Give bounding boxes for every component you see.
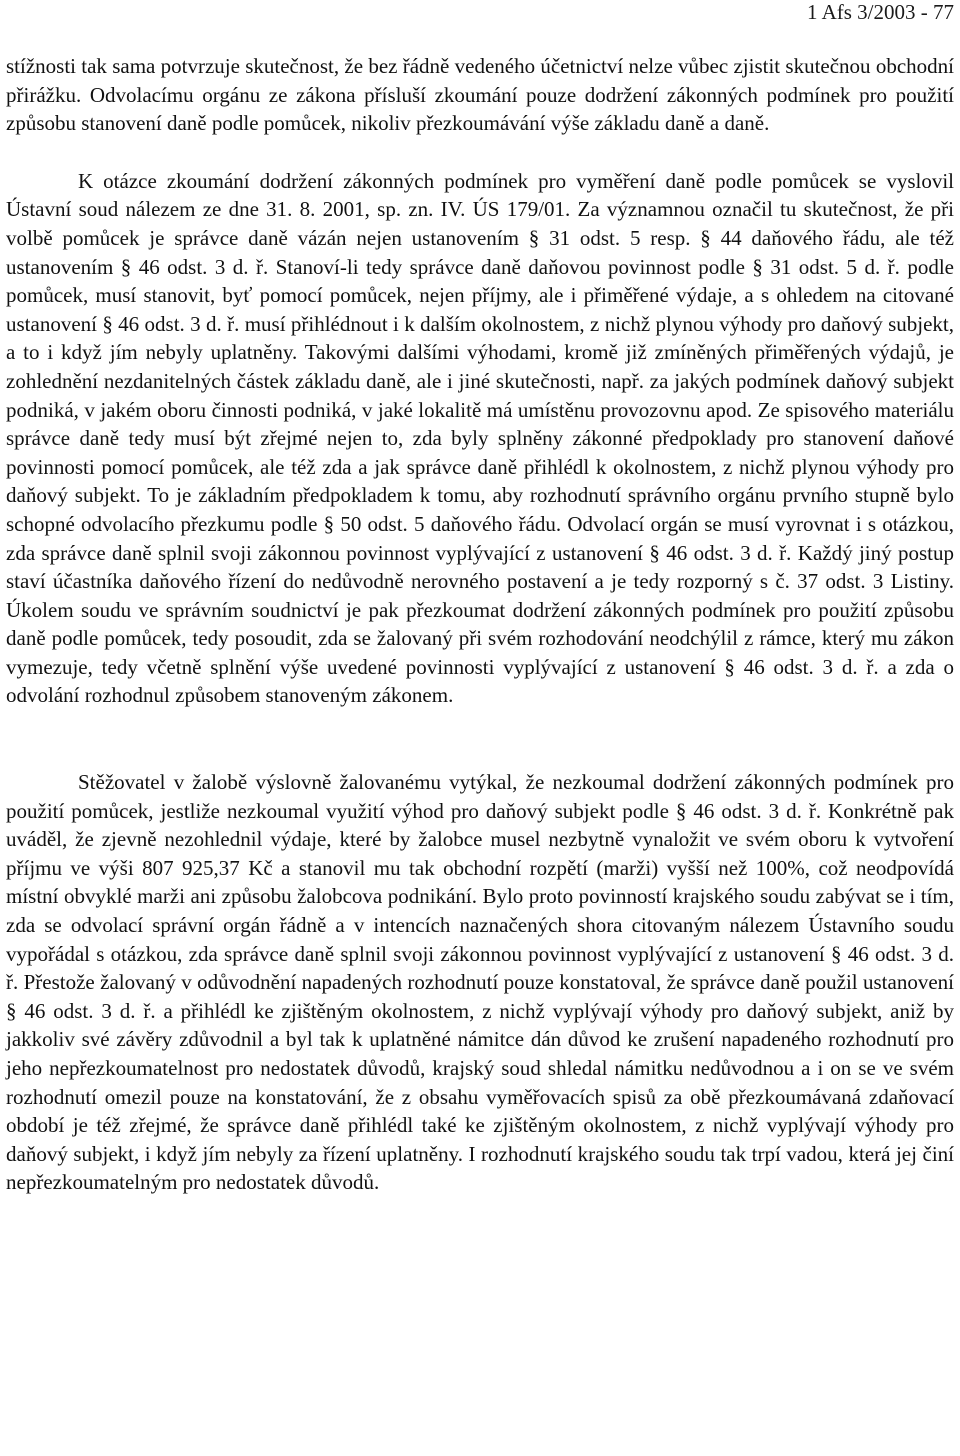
paragraph-continuation: stížnosti tak sama potvrzuje skutečnost, že bez řádně vedeného účetnictví nelze vůbec zjistit skutečnou obchodní přirážku. Odvolacímu orgánu ze zákona přísluší zkoumání pouze dodržení zákonných podmínek pro použití způsobu stanovení daně podle pomůcek, nikoliv přezkoumávání výše základu daně a daně. <box>6 54 954 136</box>
paragraph-constitutional-court: K otázce zkoumání dodržení zákonných podmínek pro vyměření daně podle pomůcek se vyslovil Ústavní soud nálezem ze dne 31. 8. 2001, sp. zn. IV. ÚS 179/01. Za významnou označil tu skutečnost, že při volbě pomůcek je správce daně vázán nejen ustanovením § 31 odst. 5 resp. § 44 daňového řádu, ale též ustanovením § 46 odst. 3 d. ř. Stanoví-li tedy správce daně daňovou povinnost podle § 31 odst. 5 d. ř. podle pomůcek, musí stanovit, byť pomocí pomůcek, nejen příjmy, ale i přiměřené výdaje, a s ohledem na citované ustanovení § 46 odst. 3 d. ř. musí přihlédnout i k dalším okolnostem, z nichž plynou výhody pro daňový subjekt, a to i když jím nebyly uplatněny. Takovými dalšími výhodami, kromě již zmíněných přiměřených výdajů, je zohlednění nezdanitelných částek základu daně, ale i jiné skutečnosti, např. za jakých podmínek daňový subjekt podniká, v jakém oboru činnosti podniká, v jaké lokalitě má umístěnu provozovnu apod. Ze spisového materiálu správce daně tedy musí být zřejmé nejen to, zda byly splněny zákonné předpoklady pro stanovení daňové povinnosti pomocí pomůcek, ale též zda a jak správce daně přihlédl k okolnostem, z nichž plynou výhody pro daňový subjekt. To je základním předpokladem k tomu, aby rozhodnutí správního orgánu prvního stupně bylo schopné odvolacího přezkumu podle § 50 odst. 5 daňového řádu. Odvolací orgán se musí vyrovnat i s otázkou, zda správce daně splnil svoji zákonnou povinnost vyplývající z ustanovení § 46 odst. 3 d. ř. Každý jiný postup staví účastníka daňového řízení do nedůvodně nerovného postavení a je tedy rozporný s č. 37 odst. 3 Listiny. Úkolem soudu ve správním soudnictví je pak přezkoumat dodržení zákonných podmínek pro použití způsobu daně podle pomůcek, tedy posoudit, zda se žalovaný při svém rozhodování neodchýlil z rámce, který mu zákon vymezuje, tedy včetně splnění výše uvedené povinnosti vyplývající z ustanovení § 46 odst. 3 d. ř. a zda o odvolání rozhodnul způsobem stanoveným zákonem. <box>6 168 954 708</box>
paragraph-gap <box>6 710 954 768</box>
paragraph-gap <box>6 138 954 167</box>
paragraph-complainant: Stěžovatel v žalobě výslovně žalovanému vytýkal, že nezkoumal dodržení zákonných podmínek pro použití pomůcek, jestliže nezkoumal využití výhod pro daňový subjekt podle § 46 odst. 3 d. ř. Konkrétně pak uváděl, že zjevně nezohlednil výdaje, které by žalobce musel nezbytně vynaložit ve svém oboru k vytvoření příjmu ve výši 807 925,37 Kč a stanovil mu tak obchodní rozpětí (marži) vyšší než 100%, což neodpovídá místní obvyklé marži ani způsobu žalobcova podnikání. Bylo proto povinností krajského soudu zabývat se i tím, zda se odvolací správní orgán řádně a v intencích naznačených shora citovaným nálezem Ústavního soudu vypořádal s otázkou, zda správce daně splnil svoji zákonnou povinnost vyplývající z ustanovení § 46 odst. 3 d. ř. Přestože žalovaný v odůvodnění napadených rozhodnutí pouze konstatoval, že správce daně použil ustanovení § 46 odst. 3 d. ř. a přihlédl ke zjištěným okolnostem, z nichž vyplývají výhody pro daňový subjekt, aniž by jakkoliv své závěry zdůvodnil a byl tak k uplatněné námitce dán důvod ke zrušení napadeného rozhodnutí pro jeho nepřezkoumatelnost pro nedostatek důvodů, krajský soud shledal námitku nedůvodnou a i on se ve svém rozhodnutí omezil pouze na konstatování, že z obsahu vyměřovacích spisů za obě přezkoumávaná zdaňovací období je též zřejmé, že správce daně přihlédl také ke zjištěným okolnostem, z nichž vyplývají výhody pro daňový subjekt, i když jím nebyly za řízení uplatněny. I rozhodnutí krajského soudu tak trpí vadou, která jej činí nepřezkoumatelným pro nedostatek důvodů. <box>6 770 954 1195</box>
page-header-reference: 1 Afs 3/2003 - 77 <box>807 0 954 24</box>
document-body <box>6 52 954 1197</box>
